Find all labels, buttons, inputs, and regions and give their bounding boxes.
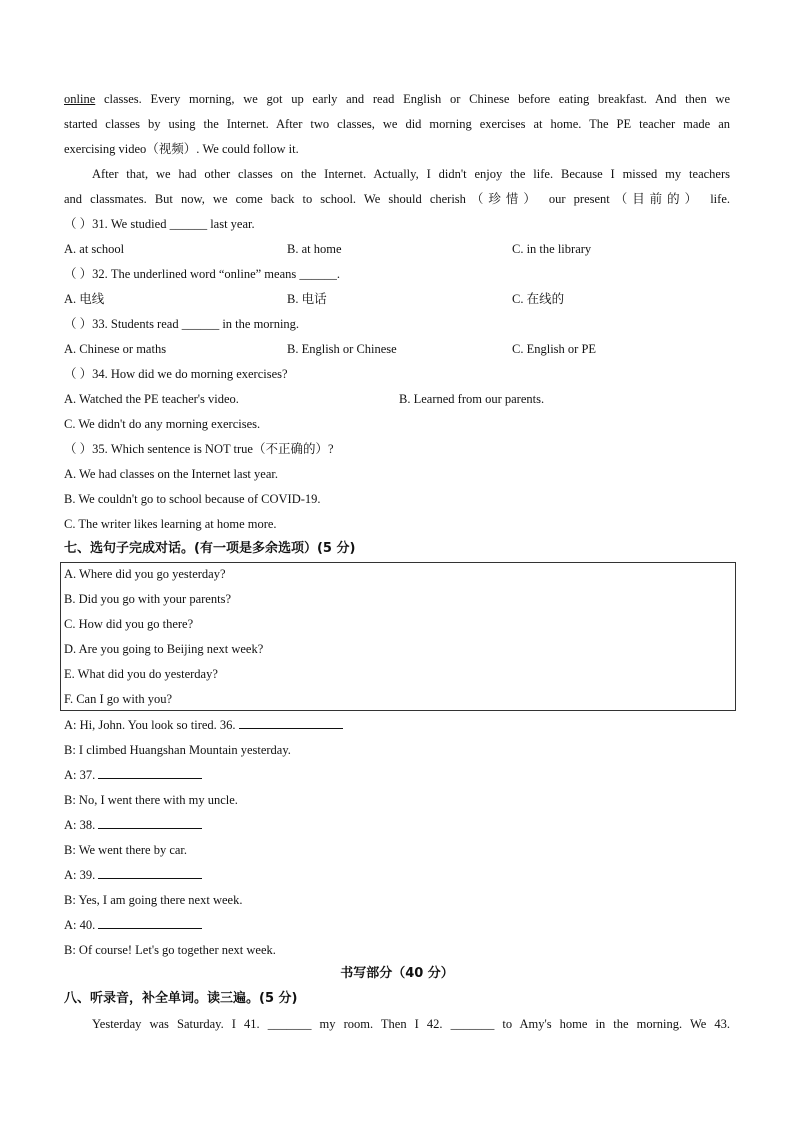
answer-blank: [98, 867, 202, 879]
option-b: B. We couldn't go to school because of COVID-19.: [64, 492, 321, 506]
option-b: B. Learned from our parents.: [399, 392, 545, 406]
passage-line: After that, we had other classes on the Internet. Actually, I didn't enjoy the life. Because I missed my teachers: [92, 167, 730, 181]
box-option: B. Did you go with your parents?: [64, 592, 231, 606]
passage-line: Yesterday was Saturday. I 41. _______ my room. Then I 42. _______ to Amy's home in the morning. We 43.: [92, 1017, 730, 1031]
dialogue-line: B: Yes, I am going there next week.: [64, 893, 243, 907]
option-b: B. English or Chinese: [287, 342, 397, 356]
section-heading: 八、听录音，补全单词。读三遍。(5 分): [64, 991, 298, 1006]
dialogue-line: A: 38.: [64, 817, 202, 833]
option-c: C. The writer likes learning at home more.: [64, 517, 277, 531]
options-box: [60, 562, 736, 711]
underlined-word: online: [64, 92, 96, 106]
question-stem: （ ）34. How did we do morning exercises?: [64, 367, 288, 381]
passage-line: and classmates. But now, we come back to school. We should cherish（珍惜） our present（目前的） life.: [64, 192, 730, 206]
box-option: C. How did you go there?: [64, 617, 194, 631]
question-stem: （ ）32. The underlined word “online” means ______.: [64, 267, 340, 281]
dialogue-line: B: I climbed Huangshan Mountain yesterday.: [64, 743, 291, 757]
dialogue-line: A: 37.: [64, 767, 202, 783]
passage-line: online classes. Every morning, we got up early and read English or Chinese before eating breakfast. And then we: [64, 92, 730, 106]
dialogue-line: B: We went there by car.: [64, 843, 188, 857]
option-b: B. 电话: [287, 292, 327, 306]
passage-line: exercising video（视频）. We could follow it.: [64, 142, 299, 156]
option-a: A. We had classes on the Internet last year.: [64, 467, 278, 481]
answer-blank: [239, 717, 343, 729]
question-stem: （ ）35. Which sentence is NOT true（不正确的）?: [64, 442, 334, 456]
box-option: A. Where did you go yesterday?: [64, 567, 226, 581]
dialogue-line: A: 40.: [64, 917, 202, 933]
box-option: F. Can I go with you?: [64, 692, 173, 706]
section-heading: 七、选句子完成对话。(有一项是多余选项）(5 分): [64, 541, 356, 556]
box-option: E. What did you do yesterday?: [64, 667, 218, 681]
question-stem: （ ）31. We studied ______ last year.: [64, 217, 255, 231]
answer-blank: [98, 817, 202, 829]
option-a: A. Chinese or maths: [64, 342, 167, 356]
option-c: C. in the library: [512, 242, 592, 256]
part-heading: 书写部分（40 分）: [340, 966, 454, 981]
option-b: B. at home: [287, 242, 342, 256]
option-c: C. 在线的: [512, 292, 565, 306]
option-a: A. at school: [64, 242, 125, 256]
answer-blank: [98, 917, 202, 929]
dialogue-line: A: Hi, John. You look so tired. 36.: [64, 717, 343, 733]
option-c: C. English or PE: [512, 342, 597, 356]
option-c: C. We didn't do any morning exercises.: [64, 417, 261, 431]
option-a: A. 电线: [64, 292, 105, 306]
passage-line: started classes by using the Internet. After two classes, we did morning exercises at home. The PE teacher made an: [64, 117, 730, 131]
dialogue-line: B: No, I went there with my uncle.: [64, 793, 238, 807]
question-stem: （ ）33. Students read ______ in the morning.: [64, 317, 300, 331]
dialogue-line: B: Of course! Let's go together next week.: [64, 943, 276, 957]
box-option: D. Are you going to Beijing next week?: [64, 642, 264, 656]
option-a: A. Watched the PE teacher's video.: [64, 392, 239, 406]
answer-blank: [98, 767, 202, 779]
dialogue-line: A: 39.: [64, 867, 202, 883]
